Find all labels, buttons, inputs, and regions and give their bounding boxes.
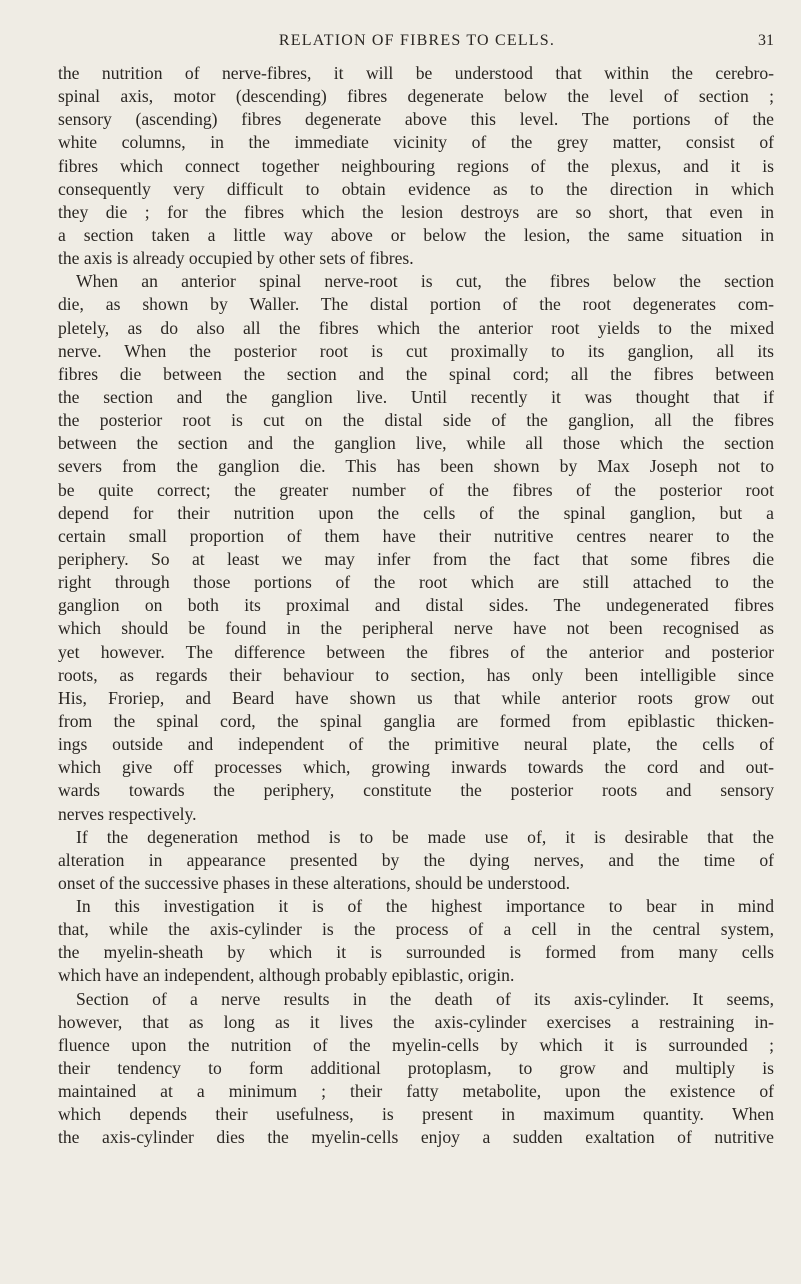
text-line: sensory (ascending) fibres degenerate above this level. The portions of the bbox=[58, 109, 774, 130]
text-line: nerves respectively. bbox=[58, 803, 197, 824]
text-line: their tendency to form additional protoplasm, to grow and multiply is bbox=[58, 1058, 774, 1079]
text-line: fibres which connect together neighbouring regions of the plexus, and it is bbox=[58, 155, 774, 176]
text-line: In this investigation it is of the highest importance to bear in mind bbox=[76, 896, 774, 917]
body-text bbox=[58, 62, 774, 1150]
text-line: the axis-cylinder dies the myelin-cells enjoy a sudden exaltation of nutritive bbox=[58, 1127, 774, 1148]
text-line: right through those portions of the root which are still attached to the bbox=[58, 572, 774, 593]
running-title: RELATION OF FIBRES TO CELLS. bbox=[278, 32, 556, 49]
text-line: the axis is already occupied by other sets of fibres. bbox=[58, 248, 414, 269]
text-line: periphery. So at least we may infer from the fact that some fibres die bbox=[58, 548, 774, 569]
text-line: ings outside and independent of the primitive neural plate, the cells of bbox=[58, 734, 774, 755]
text-line: which have an independent, although probably epiblastic, origin. bbox=[58, 965, 515, 986]
text-line: nerve. When the posterior root is cut proximally to its ganglion, all its bbox=[58, 340, 774, 361]
text-line: depend for their nutrition upon the cells of the spinal ganglion, but a bbox=[58, 502, 774, 523]
text-line: certain small proportion of them have their nutritive centres nearer to the bbox=[58, 525, 774, 546]
text-line: alteration in appearance presented by the dying nerves, and the time of bbox=[58, 849, 774, 870]
text-line: pletely, as do also all the fibres which the anterior root yields to the mixed bbox=[58, 317, 774, 338]
page-number: 31 bbox=[758, 32, 774, 49]
text-line: fibres die between the section and the spinal cord; all the fibres between bbox=[58, 363, 774, 384]
page-header bbox=[60, 32, 774, 56]
text-line: When an anterior spinal nerve-root is cut, the fibres below the section bbox=[76, 271, 774, 292]
text-line: maintained at a minimum ; their fatty metabolite, upon the existence of bbox=[58, 1081, 774, 1102]
text-line: fluence upon the nutrition of the myelin-cells by which it is surrounded ; bbox=[58, 1034, 774, 1055]
text-line: that, while the axis-cylinder is the process of a cell in the central system, bbox=[58, 919, 774, 940]
text-line: between the section and the ganglion live, while all those which the section bbox=[58, 433, 774, 454]
text-line: severs from the ganglion die. This has been shown by Max Joseph not to bbox=[58, 456, 774, 477]
text-line: onset of the successive phases in these alterations, should be understood. bbox=[58, 872, 571, 893]
text-line: a section taken a little way above or below the lesion, the same situation in bbox=[58, 224, 774, 245]
text-line: the section and the ganglion live. Until recently it was thought that if bbox=[58, 386, 774, 407]
text-line: be quite correct; the greater number of the fibres of the posterior root bbox=[58, 479, 774, 500]
text-line: the posterior root is cut on the distal side of the ganglion, all the fibres bbox=[58, 410, 774, 431]
text-line: they die ; for the fibres which the lesion destroys are so short, that even in bbox=[58, 201, 774, 222]
text-line: white columns, in the immediate vicinity of the grey matter, consist of bbox=[58, 132, 774, 153]
text-line: ganglion on both its proximal and distal sides. The undegenerated fibres bbox=[58, 595, 774, 616]
text-line: roots, as regards their behaviour to section, has only been intelligible since bbox=[58, 664, 774, 685]
text-line: however, that as long as it lives the axis-cylinder exercises a restraining in- bbox=[58, 1011, 774, 1032]
text-line: from the spinal cord, the spinal ganglia are formed from epiblastic thicken- bbox=[58, 710, 774, 731]
text-line: die, as shown by Waller. The distal portion of the root degenerates com- bbox=[58, 294, 774, 315]
text-line: His, Froriep, and Beard have shown us that while anterior roots grow out bbox=[58, 687, 774, 708]
text-line: the nutrition of nerve-fibres, it will be understood that within the cerebro- bbox=[58, 63, 774, 83]
text-line: If the degeneration method is to be made use of, it is desirable that the bbox=[76, 826, 774, 847]
text-line: Section of a nerve results in the death of its axis-cylinder. It seems, bbox=[76, 988, 774, 1009]
text-line: the myelin-sheath by which it is surrounded is formed from many cells bbox=[58, 942, 774, 963]
text-line: which give off processes which, growing inwards towards the cord and out- bbox=[58, 757, 774, 778]
text-line: wards towards the periphery, constitute the posterior roots and sensory bbox=[58, 780, 774, 801]
text-line: consequently very difficult to obtain evidence as to the direction in which bbox=[58, 178, 774, 199]
text-line: spinal axis, motor (descending) fibres degenerate below the level of section ; bbox=[58, 86, 774, 107]
text-line: which depends their usefulness, is present in maximum quantity. When bbox=[58, 1104, 774, 1125]
text-line: which should be found in the peripheral nerve have not been recognised as bbox=[58, 618, 774, 639]
text-line: yet however. The difference between the fibres of the anterior and posterior bbox=[58, 641, 774, 662]
